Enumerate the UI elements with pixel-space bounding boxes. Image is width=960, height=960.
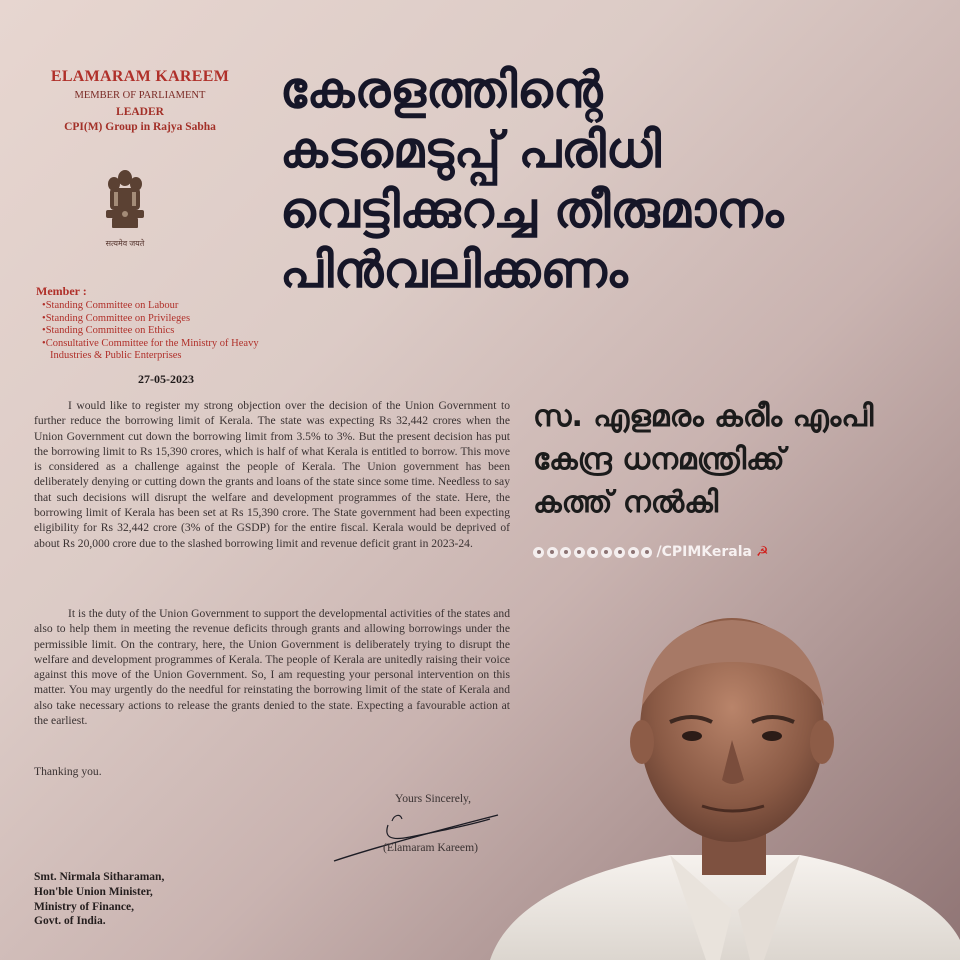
subheadline [533, 395, 873, 524]
committee-item: • Standing Committee on Privileges [42, 313, 272, 326]
committee-item: • Consultative Committee for the Ministry of Heavy Industries & Public Enterprises [42, 338, 272, 363]
recipient-line: Ministry of Finance, [34, 900, 134, 913]
letterhead-title: MEMBER OF PARLIAMENT [74, 90, 206, 101]
letterhead-name: ELAMARAM KAREEM [50, 68, 230, 85]
letterhead-group: CPI(M) Group in Rajya Sabha [64, 121, 216, 133]
committee-item: • Standing Committee on Ethics [42, 325, 272, 338]
letter-date: 27-05-2023 [138, 372, 194, 386]
national-emblem-icon [100, 168, 150, 230]
social-handle: /CPIMKerala [656, 544, 752, 560]
recipient-line: Hon'ble Union Minister, [34, 885, 153, 898]
letter-paragraph: I would like to register my strong objection over the decision of the Union Government to further reduce the borrowing limit of Kerala. The state was expecting Rs 32,442 crores when the Union Government cut down the borrowing limit from 3.5% to 3%. But the present decision has put the borrowing limit to Rs 15,390 crores, which is half of what Kerala is entitled to borrow. This move is considered as a challenge against the people of Kerala. The Union government has been deliberately denying or cutting down the grants and loans of the state since some time. Needless to say that such decisions will disrupt the welfare and development programmes of the state. Here, the borrowing limit of Kerala has been set at Rs 15,390 crore. The State government had been expecting eligibility for Rs 32,442 crore (3% of the GSDP) for the entire fiscal. Kerala would be deprived of about Rs 20,000 crore due to the slashed borrowing limit and revenue deficit grant in 2023-24. [34, 399, 510, 550]
telegram-icon [587, 547, 598, 558]
portrait-photo [470, 610, 960, 960]
letterhead-role: LEADER [116, 106, 164, 118]
recipient-address [34, 870, 164, 929]
threads-icon [601, 547, 612, 558]
social-bar [533, 543, 769, 561]
hammer-sickle-icon: ☭ [755, 544, 769, 560]
facebook-icon [533, 547, 544, 558]
instagram-icon [547, 547, 558, 558]
committee-item: • Standing Committee on Labour [42, 300, 272, 313]
youtube-icon [560, 547, 571, 558]
letter-closing: Thanking you. [34, 765, 102, 778]
headline-line: കേരളത്തിന്റെ [280, 61, 603, 119]
headline-line: വെട്ടിക്കുറച്ച തീരുമാനം [280, 181, 784, 239]
headline-line: കടമെടുപ്പ് പരിധി [280, 121, 662, 179]
headline [280, 60, 784, 300]
subheadline-line: കത്ത് നൽകി [533, 485, 719, 520]
letter-paragraph: It is the duty of the Union Government to support the developmental activities of the states and also to help them in meeting the revenue deficits through grants and allowing borrowings under the permissible limit. On the contrary, here, the Union Government is deliberately trying to disrupt the welfare and development programmes of Kerala. The people of Kerala are unitedly raising their voice against this move of the Union Government. So, I am requesting your personal intervention on this matter. You may urgently do the needful for reinstating the borrowing limit of the state of Kerala and also take necessary actions to release the grants denied to the state. Expecting a favourable action at the earliest. [34, 607, 510, 728]
letter-signer: (Elamaram Kareem) [383, 841, 478, 854]
recipient-line: Govt. of India. [34, 915, 106, 928]
koo-icon [614, 547, 625, 558]
subheadline-line: സ. എളമരം കരീം എംപി [533, 399, 874, 434]
membership-heading: Member : [36, 284, 87, 298]
committee-list [42, 300, 272, 363]
emblem-motto: सत्यमेव जयते [105, 239, 145, 248]
whatsapp-icon [641, 547, 652, 558]
headline-line: പിൻവലിക്കണം [280, 241, 628, 299]
subheadline-line: കേന്ദ്ര ധനമന്ത്രിക്ക് [533, 442, 785, 477]
sharechat-icon [628, 547, 639, 558]
twitter-icon [574, 547, 585, 558]
recipient-line: Smt. Nirmala Sitharaman, [34, 871, 165, 883]
letter-signoff: Yours Sincerely, [395, 792, 472, 805]
